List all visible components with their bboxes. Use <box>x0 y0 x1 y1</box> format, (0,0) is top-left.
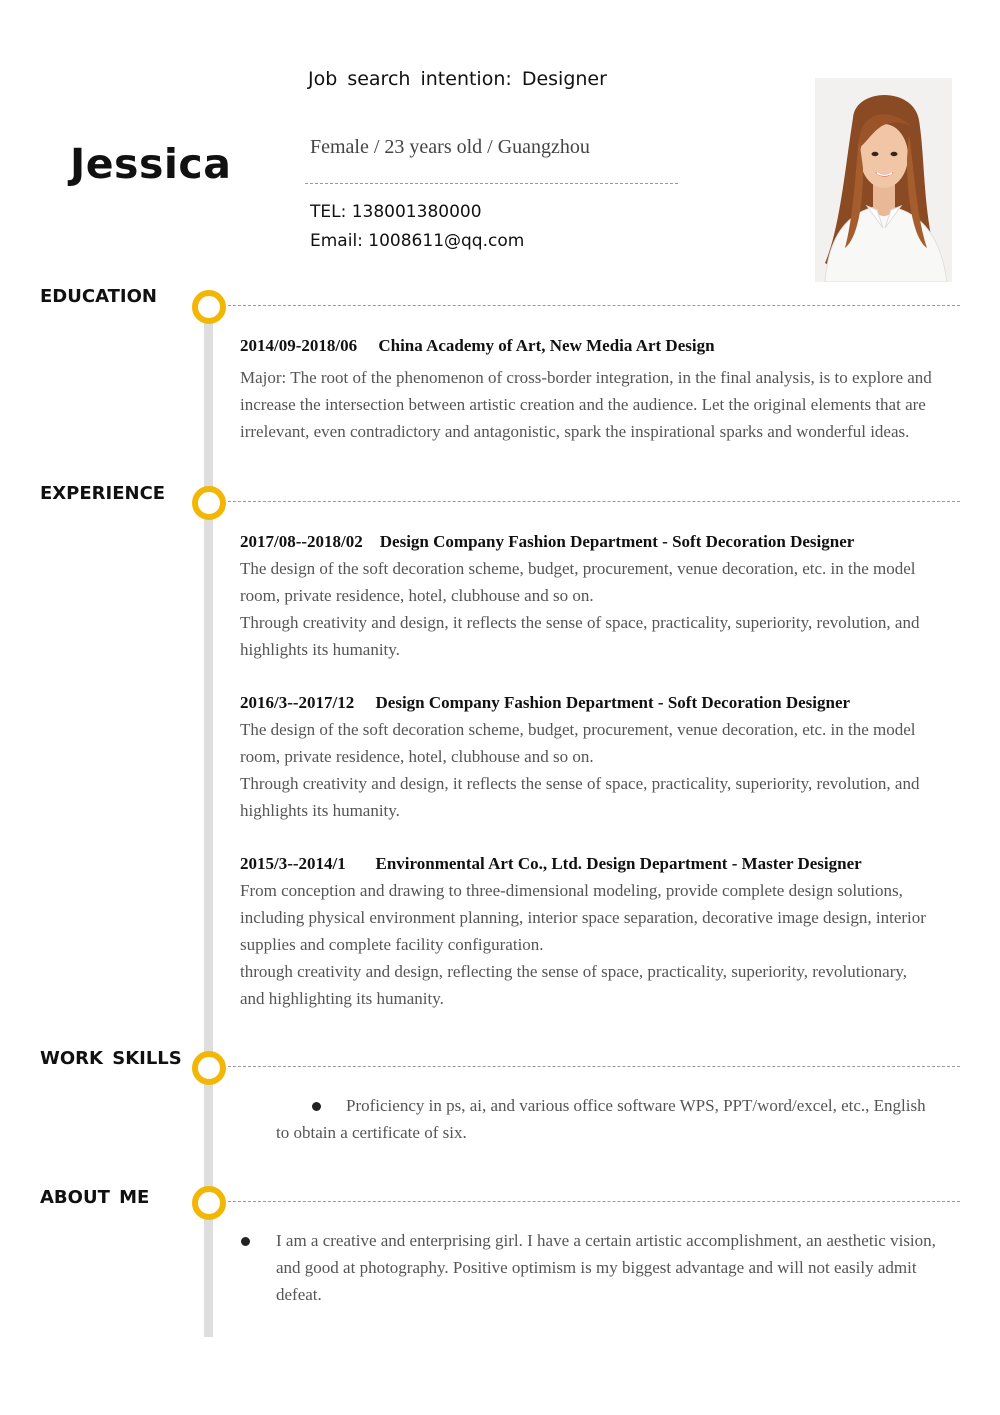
experience-entry-title: 2015/3--2014/1 Environmental Art Co., Ltd. Design Department - Master Designer <box>240 854 862 873</box>
personal-info: Female / 23 years old / Guangzhou <box>310 136 590 158</box>
text-line: Through creativity and design, it reflects the sense of space, practicality, superiority, revolution, and <box>240 613 920 632</box>
section-title-education: EDUCATION <box>40 286 157 307</box>
text-line: and good at photography. Positive optimism is my biggest advantage and will not easily admit <box>276 1258 917 1277</box>
experience-entry-description <box>240 877 962 1012</box>
timeline-node-icon <box>192 1186 226 1220</box>
experience-entry-title: 2016/3--2017/12 Design Company Fashion Department - Soft Decoration Designer <box>240 693 851 712</box>
experience-entry-title: 2017/08--2018/02 Design Company Fashion Department - Soft Decoration Designer <box>240 532 855 551</box>
text-line: including physical environment planning, interior space separation, decorative image design, interior <box>240 908 926 927</box>
text-line: irrelevant, even contradictory and antagonistic, spark the inspirational sparks and wonderful ideas. <box>240 422 910 441</box>
text-line: Through creativity and design, it reflects the sense of space, practicality, superiority, revolution, and <box>240 774 920 793</box>
bullet-icon <box>312 1102 321 1111</box>
skills-line: to obtain a certificate of six. <box>276 1123 467 1142</box>
timeline-node-icon <box>192 290 226 324</box>
text-line: highlights its humanity. <box>240 801 400 820</box>
text-line: I am a creative and enterprising girl. I have a certain artistic accomplishment, an aesthetic vision, <box>276 1231 936 1250</box>
text-line: From conception and drawing to three-dimensional modeling, provide complete design solutions, <box>240 881 903 900</box>
candidate-name: Jessica <box>70 140 232 188</box>
section-divider <box>228 1066 960 1067</box>
text-line: and highlighting its humanity. <box>240 989 444 1008</box>
profile-photo <box>815 78 952 282</box>
text-line: room, private residence, hotel, clubhouse and so on. <box>240 747 594 766</box>
portrait-illustration <box>815 78 952 282</box>
text-line: The design of the soft decoration scheme, budget, procurement, venue decoration, etc. in the model <box>240 559 916 578</box>
section-title-work-skills: WORK SKILLS <box>40 1048 182 1069</box>
skills-line: Proficiency in ps, ai, and various office software WPS, PPT/word/excel, etc., English <box>346 1096 926 1115</box>
timeline-bar <box>204 312 213 1337</box>
text-line: Major: The root of the phenomenon of cross-border integration, in the final analysis, is to explore and <box>240 368 932 387</box>
section-divider <box>228 1201 960 1202</box>
text-line: increase the intersection between artistic creation and the audience. Let the original elements that are <box>240 395 926 414</box>
timeline-node-icon <box>192 1051 226 1085</box>
timeline-node-icon <box>192 486 226 520</box>
experience-entry-description <box>240 716 962 824</box>
bullet-icon <box>241 1237 250 1246</box>
header-divider <box>305 183 678 184</box>
experience-entry-description <box>240 555 962 663</box>
text-line: room, private residence, hotel, clubhouse and so on. <box>240 586 594 605</box>
job-intention: Job search intention: Designer <box>308 68 607 90</box>
education-entry-title: 2014/09-2018/06 China Academy of Art, New Media Art Design <box>240 336 715 355</box>
text-line: supplies and complete facility configuration. <box>240 935 544 954</box>
section-title-experience: EXPERIENCE <box>40 483 166 504</box>
section-divider <box>228 501 960 502</box>
education-entry-description <box>240 364 962 445</box>
text-line: highlights its humanity. <box>240 640 400 659</box>
section-divider <box>228 305 960 306</box>
text-line: The design of the soft decoration scheme, budget, procurement, venue decoration, etc. in the model <box>240 720 916 739</box>
about-me-text <box>276 1227 966 1308</box>
section-title-about-me: ABOUT ME <box>40 1187 150 1208</box>
email-address: Email: 1008611@qq.com <box>310 231 525 251</box>
phone-number: TEL: 138001380000 <box>310 202 482 222</box>
text-line: through creativity and design, reflecting the sense of space, practicality, superiority, revolutionary, <box>240 962 908 981</box>
text-line: defeat. <box>276 1285 322 1304</box>
